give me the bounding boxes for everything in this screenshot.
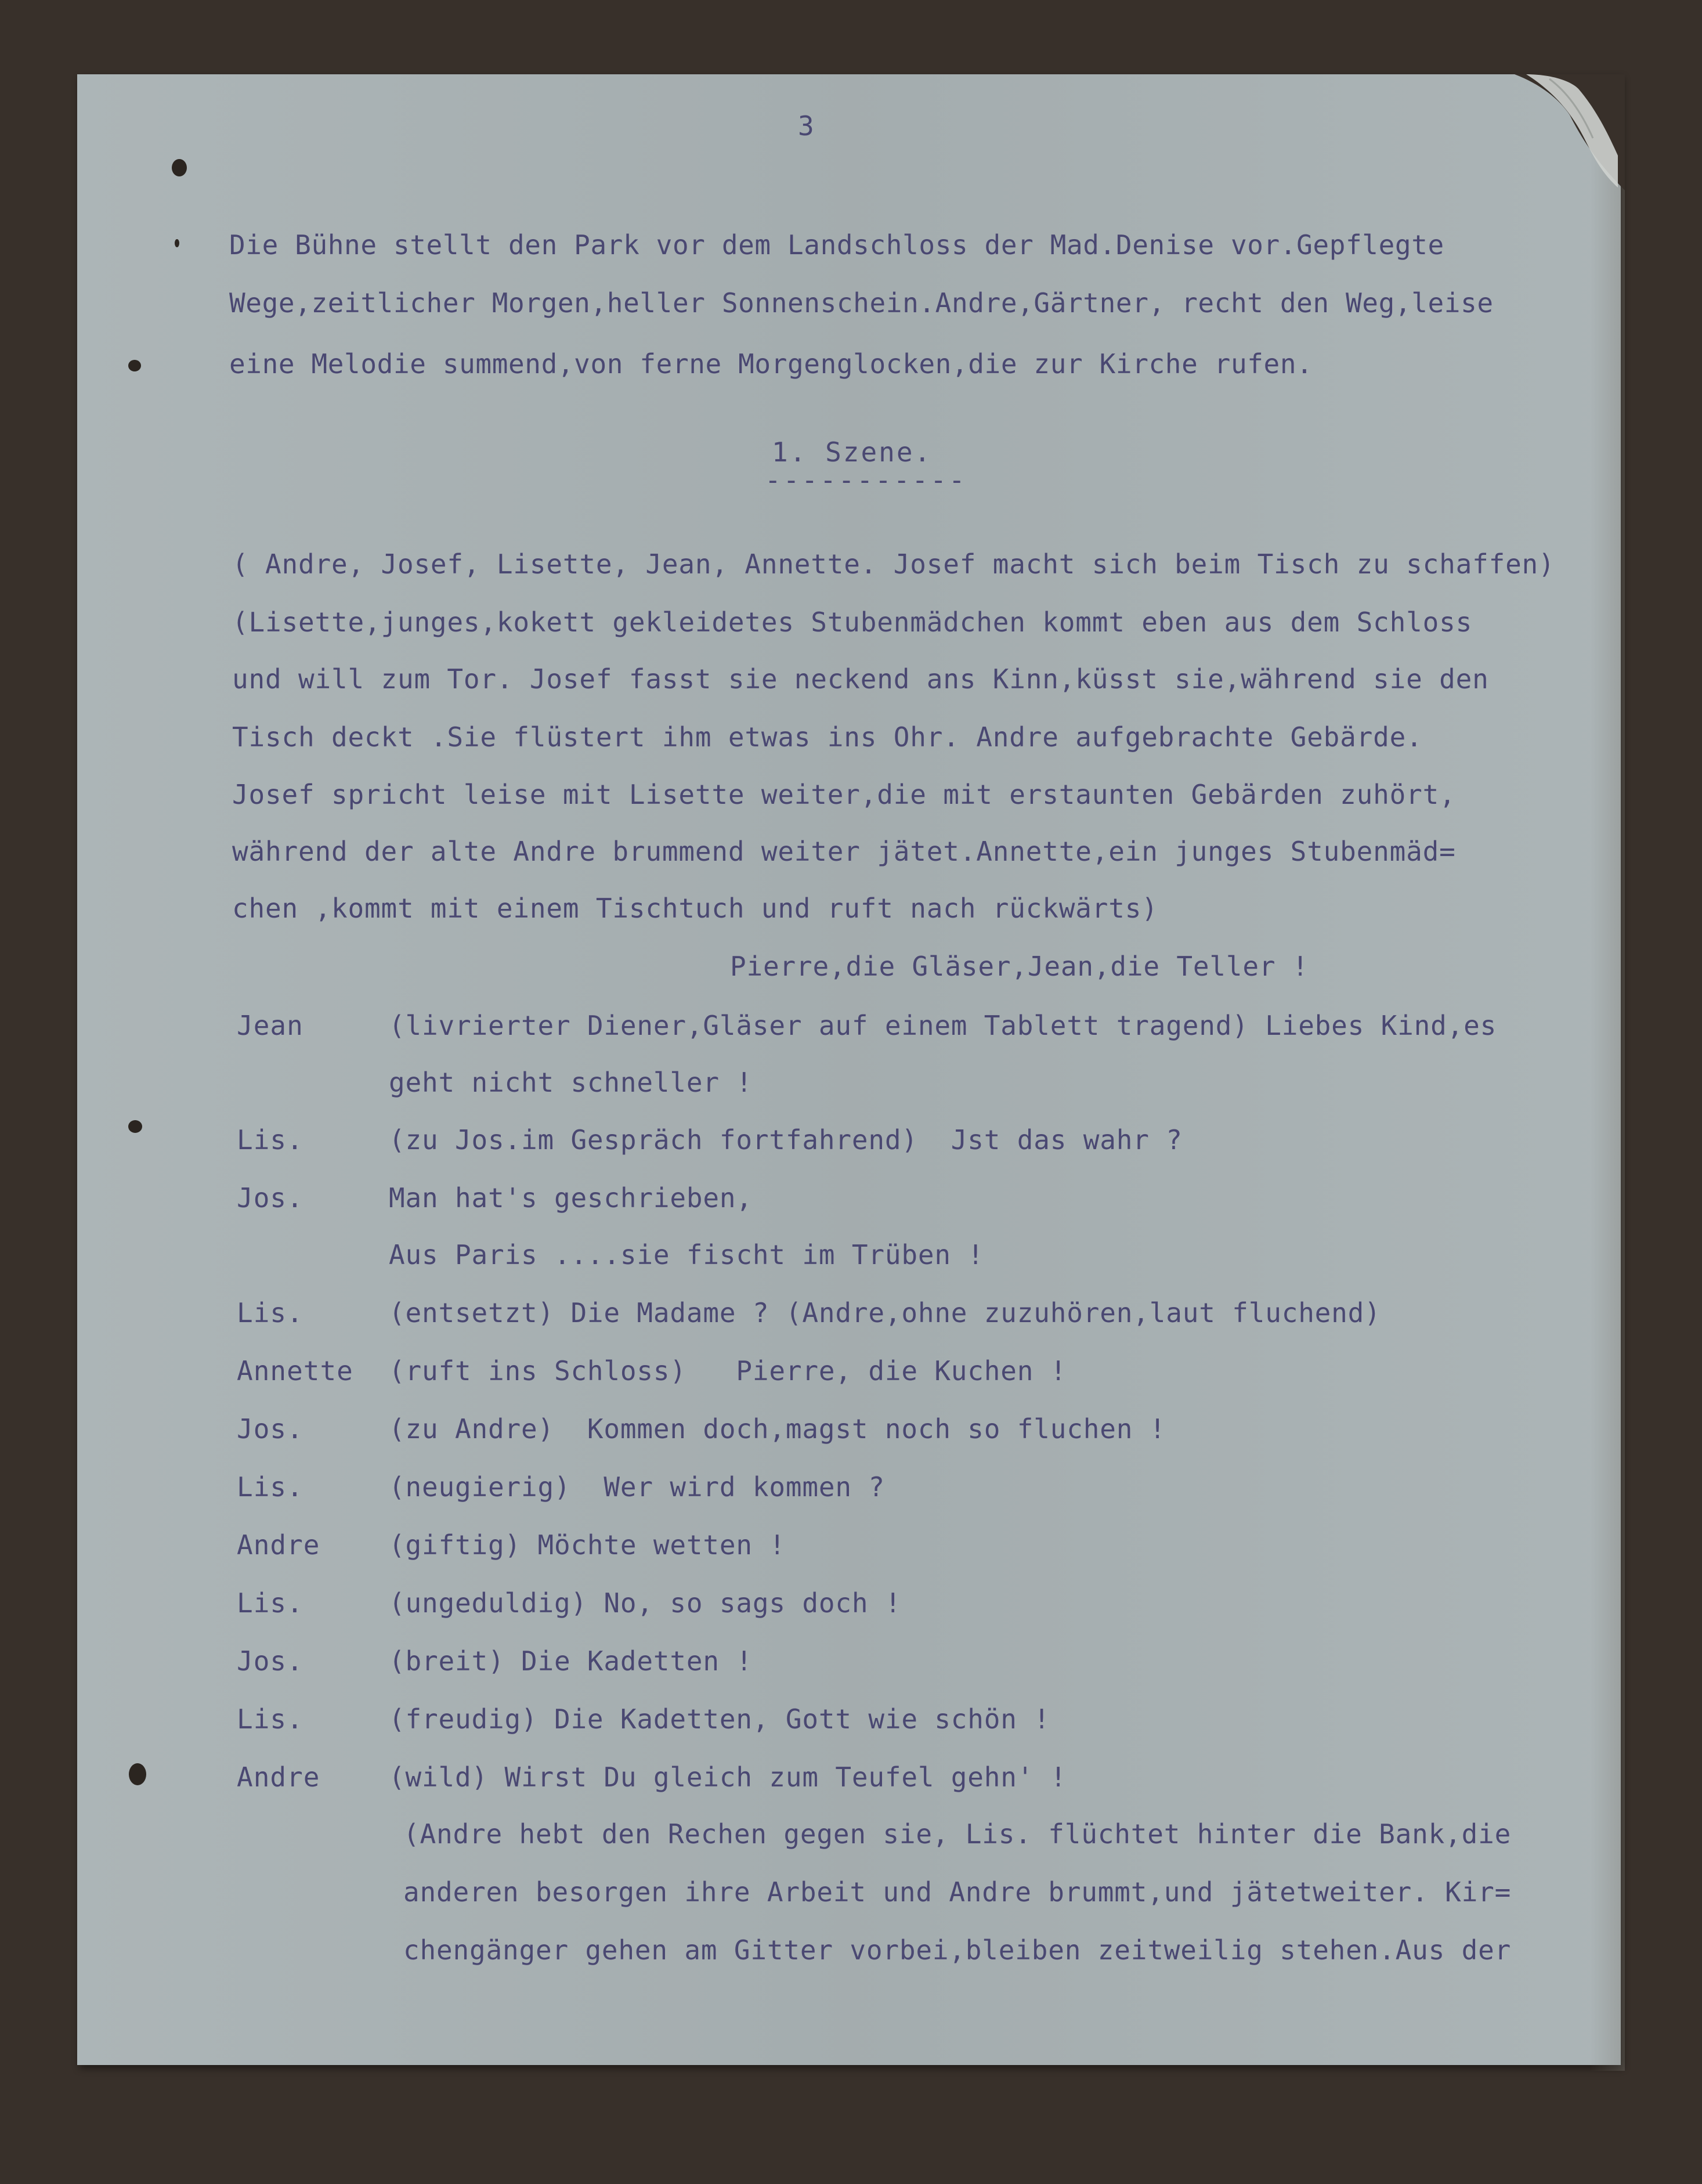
dialogue-line-2: geht nicht schneller ! bbox=[389, 1067, 753, 1098]
dialogue-line-12: (breit) Die Kadetten ! bbox=[389, 1645, 753, 1677]
stage-direction-line-5: Josef spricht leise mit Lisette weiter,die mit erstaunten Gebärden zuhört, bbox=[232, 779, 1456, 810]
dialogue-line-6: (entsetzt) Die Madame ? (Andre,ohne zuzuhören,laut fluchend) bbox=[389, 1297, 1381, 1329]
dialogue-line-5: Aus Paris ....sie fischt im Trüben ! bbox=[389, 1239, 984, 1270]
stage-direction-line-3: und will zum Tor. Josef fasst sie neckend ans Kinn,küsst sie,während sie den bbox=[232, 663, 1489, 695]
stage-direction-line-2: (Lisette,junges,kokett gekleidetes Stubenmädchen kommt eben aus dem Schloss bbox=[232, 607, 1473, 638]
intro-line-1: Die Bühne stellt den Park vor dem Landschloss der Mad.Denise vor.Gepflegte bbox=[229, 229, 1444, 261]
final-direction-line-3: chengänger gehen am Gitter vorbei,bleiben zeitweilig stehen.Aus der bbox=[403, 1934, 1512, 1966]
dialogue-line-14: (wild) Wirst Du gleich zum Teufel gehn' ! bbox=[389, 1761, 1067, 1793]
intro-line-2: Wege,zeitlicher Morgen,heller Sonnenschein.Andre,Gärtner, recht den Weg,leise bbox=[229, 287, 1494, 319]
stage-direction-line-7: chen ,kommt mit einem Tischtuch und ruft nach rückwärts) bbox=[232, 893, 1158, 924]
folded-corner bbox=[1515, 74, 1625, 190]
scene-title: 1. Szene. bbox=[772, 436, 933, 468]
punch-mark-small bbox=[175, 239, 179, 247]
dialogue-line-1: (livrierter Diener,Gläser auf einem Tablett tragend) Liebes Kind,es bbox=[389, 1010, 1497, 1041]
annette-call: Pierre,die Gläser,Jean,die Teller ! bbox=[730, 951, 1309, 982]
speaker-lis: Lis. bbox=[237, 1124, 303, 1156]
dialogue-line-8: (zu Andre) Kommen doch,magst noch so fluchen ! bbox=[389, 1413, 1166, 1445]
dialogue-line-10: (giftig) Möchte wetten ! bbox=[389, 1529, 786, 1561]
speaker-jean: Jean bbox=[237, 1010, 303, 1041]
paper-edge-shadow bbox=[1590, 74, 1625, 2071]
punch-hole-4 bbox=[129, 1763, 146, 1785]
speaker-lis: Lis. bbox=[237, 1471, 303, 1503]
final-direction-line-2: anderen besorgen ihre Arbeit und Andre brummt,und jätetweiter. Kir= bbox=[403, 1876, 1512, 1908]
final-direction-line-1: (Andre hebt den Rechen gegen sie, Lis. flüchtet hinter die Bank,die bbox=[403, 1818, 1512, 1850]
punch-hole-2 bbox=[128, 360, 141, 371]
dialogue-line-9: (neugierig) Wer wird kommen ? bbox=[389, 1471, 885, 1503]
dialogue-line-7: (ruft ins Schloss) Pierre, die Kuchen ! bbox=[389, 1355, 1067, 1387]
punch-hole-3 bbox=[128, 1120, 142, 1133]
stage-direction-line-4: Tisch deckt .Sie flüstert ihm etwas ins Ohr. Andre aufgebrachte Gebärde. bbox=[232, 721, 1423, 753]
speaker-jos: Jos. bbox=[237, 1413, 303, 1445]
dialogue-line-13: (freudig) Die Kadetten, Gott wie schön ! bbox=[389, 1703, 1050, 1735]
speaker-jos: Jos. bbox=[237, 1645, 303, 1677]
dialogue-line-4: Man hat's geschrieben, bbox=[389, 1182, 753, 1214]
intro-line-3: eine Melodie summend,von ferne Morgenglocken,die zur Kirche rufen. bbox=[229, 348, 1313, 380]
stage-direction-line-6: während der alte Andre brummend weiter jätet.Annette,ein junges Stubenmäd= bbox=[232, 836, 1456, 867]
scene-underline: ----------- bbox=[765, 464, 967, 496]
speaker-lis: Lis. bbox=[237, 1297, 303, 1329]
speaker-andre: Andre bbox=[237, 1761, 320, 1793]
speaker-andre: Andre bbox=[237, 1529, 320, 1561]
speaker-jos: Jos. bbox=[237, 1182, 303, 1214]
dialogue-line-11: (ungeduldig) No, so sags doch ! bbox=[389, 1587, 902, 1619]
speaker-lis: Lis. bbox=[237, 1587, 303, 1619]
page-number: 3 bbox=[798, 110, 815, 142]
speaker-annette: Annette bbox=[237, 1355, 353, 1387]
stage-direction-line-1: ( Andre, Josef, Lisette, Jean, Annette. Josef macht sich beim Tisch zu schaffen) bbox=[232, 548, 1555, 580]
speaker-lis: Lis. bbox=[237, 1703, 303, 1735]
punch-hole-1 bbox=[172, 159, 187, 176]
dialogue-line-3: (zu Jos.im Gespräch fortfahrend) Jst das wahr ? bbox=[389, 1124, 1183, 1156]
